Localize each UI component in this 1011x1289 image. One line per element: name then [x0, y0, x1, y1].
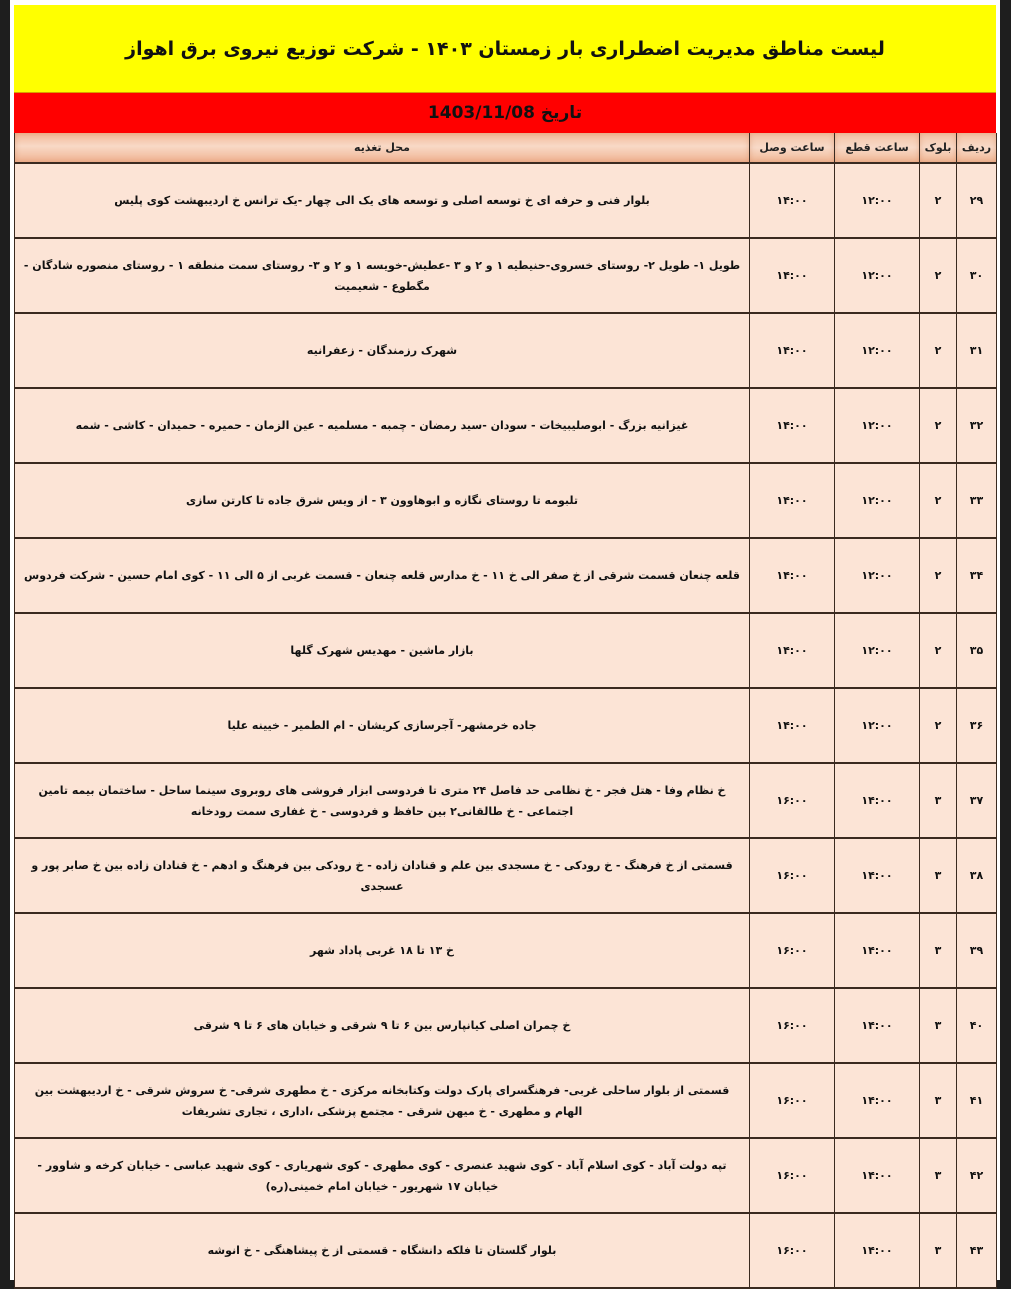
table-row — [15, 163, 997, 238]
block-cell: ۳ — [920, 988, 957, 1063]
table-row — [15, 763, 997, 838]
block-cell: ۳ — [920, 838, 957, 913]
header-connect-time: ساعت وصل — [750, 133, 835, 163]
cut-time-cell: ۱۲:۰۰ — [835, 538, 920, 613]
table-row — [15, 463, 997, 538]
outage-schedule-sheet — [14, 5, 996, 1289]
feed-location-cell: خ چمران اصلی کیانپارس بین ۶ تا ۹ شرقی و خیابان های ۶ تا ۹ شرقی — [15, 988, 750, 1063]
row-no-cell: ۳۵ — [957, 613, 997, 688]
table-row — [15, 238, 997, 313]
table-row — [15, 1138, 997, 1213]
table-row — [15, 988, 997, 1063]
block-cell: ۳ — [920, 1138, 957, 1213]
cut-time-cell: ۱۴:۰۰ — [835, 988, 920, 1063]
row-no-cell: ۴۱ — [957, 1063, 997, 1138]
row-no-cell: ۳۱ — [957, 313, 997, 388]
row-no-cell: ۳۳ — [957, 463, 997, 538]
connect-time-cell: ۱۴:۰۰ — [750, 613, 835, 688]
cut-time-cell: ۱۲:۰۰ — [835, 238, 920, 313]
row-no-cell: ۴۰ — [957, 988, 997, 1063]
document-page — [10, 0, 1000, 1280]
feed-location-cell: غیزانیه بزرگ - ابوصلیبیخات - سودان -سید رمضان - چمبه - مسلمیه - عین الزمان - حمیره - حمیدان - کاشی - شمه — [15, 388, 750, 463]
connect-time-cell: ۱۴:۰۰ — [750, 688, 835, 763]
cut-time-cell: ۱۴:۰۰ — [835, 1213, 920, 1288]
feed-location-cell: تلبومه تا روستای نگازه و ابوهاوون ۳ - از ویس شرق جاده تا کارتن سازی — [15, 463, 750, 538]
outage-table — [14, 133, 997, 1289]
header-block: بلوک — [920, 133, 957, 163]
cut-time-cell: ۱۲:۰۰ — [835, 613, 920, 688]
feed-location-cell: خ نظام وفا - هتل فجر - خ نظامی حد فاصل ۲۴ متری تا فردوسی ابزار فروشی های روبروی سینما ساحل - ساختمان بیمه تامین اجتماعی - خ طالقانی۲ بین حافظ و فردوسی - خ غفاری سمت رودخانه — [15, 763, 750, 838]
feed-location-cell: قسمتی از بلوار ساحلی غربی- فرهنگسرای پارک دولت وکتابخانه مرکزی - خ مطهری شرقی- خ سروش شرقی - خ اردیبهشت بین الهام و مطهری - خ میهن شرقی - مجتمع پزشکی ،اداری ، تجاری تشریفات — [15, 1063, 750, 1138]
connect-time-cell: ۱۴:۰۰ — [750, 238, 835, 313]
feed-location-cell: تپه دولت آباد - کوی اسلام آباد - کوی شهید عنصری - کوی مطهری - کوی شهریاری - کوی شهید عباسی - خیابان کرخه و شاوور - خیابان ۱۷ شهریور - خیابان امام خمینی(ره) — [15, 1138, 750, 1213]
block-cell: ۲ — [920, 163, 957, 238]
table-row — [15, 1063, 997, 1138]
table-row — [15, 913, 997, 988]
block-cell: ۲ — [920, 688, 957, 763]
cut-time-cell: ۱۲:۰۰ — [835, 313, 920, 388]
connect-time-cell: ۱۶:۰۰ — [750, 1138, 835, 1213]
feed-location-cell: خ ۱۳ تا ۱۸ غربی پاداد شهر — [15, 913, 750, 988]
date-banner — [14, 93, 996, 133]
row-no-cell: ۴۲ — [957, 1138, 997, 1213]
table-row — [15, 838, 997, 913]
row-no-cell: ۳۲ — [957, 388, 997, 463]
connect-time-cell: ۱۶:۰۰ — [750, 913, 835, 988]
cut-time-cell: ۱۴:۰۰ — [835, 838, 920, 913]
block-cell: ۳ — [920, 1063, 957, 1138]
block-cell: ۲ — [920, 538, 957, 613]
block-cell: ۲ — [920, 388, 957, 463]
row-no-cell: ۳۷ — [957, 763, 997, 838]
table-row — [15, 388, 997, 463]
table-row — [15, 538, 997, 613]
connect-time-cell: ۱۴:۰۰ — [750, 163, 835, 238]
row-no-cell: ۳۴ — [957, 538, 997, 613]
document-title: لیست مناطق مدیریت اضطراری بار زمستان ۱۴۰۳ - شرکت توزیع نیروی برق اهواز — [125, 37, 885, 60]
cut-time-cell: ۱۴:۰۰ — [835, 913, 920, 988]
block-cell: ۲ — [920, 613, 957, 688]
feed-location-cell: بلوار فنی و حرفه ای خ توسعه اصلی و توسعه های یک الی چهار -یک ترانس خ اردیبهشت کوی پلیس — [15, 163, 750, 238]
feed-location-cell: قلعه چنعان قسمت شرقی از خ صفر الی خ ۱۱ - خ مدارس قلعه چنعان - قسمت غربی از ۵ الی ۱۱ - کوی امام حسین - شرکت فردوس — [15, 538, 750, 613]
cut-time-cell: ۱۴:۰۰ — [835, 763, 920, 838]
table-row — [15, 313, 997, 388]
connect-time-cell: ۱۴:۰۰ — [750, 463, 835, 538]
connect-time-cell: ۱۶:۰۰ — [750, 988, 835, 1063]
block-cell: ۳ — [920, 913, 957, 988]
table-row — [15, 1213, 997, 1288]
title-banner — [14, 5, 996, 93]
cut-time-cell: ۱۲:۰۰ — [835, 388, 920, 463]
header-feed-location: محل تغذیه — [15, 133, 750, 163]
feed-location-cell: طویل ۱- طویل ۲- روستای خسروی-حنیطیه ۱ و ۲ و ۳ -عطیش-خویسه ۱ و ۲ و ۳- روستای سمت منطقه ۱ - روستای منصوره شادگان - مگطوع - شعیمیت — [15, 238, 750, 313]
cut-time-cell: ۱۲:۰۰ — [835, 163, 920, 238]
connect-time-cell: ۱۶:۰۰ — [750, 1063, 835, 1138]
block-cell: ۲ — [920, 238, 957, 313]
cut-time-cell: ۱۴:۰۰ — [835, 1063, 920, 1138]
cut-time-cell: ۱۲:۰۰ — [835, 688, 920, 763]
feed-location-cell: بازار ماشین - مهدیس شهرک گلها — [15, 613, 750, 688]
feed-location-cell: بلوار گلستان تا فلکه دانشگاه - قسمتی از خ پیشاهنگی - خ انوشه — [15, 1213, 750, 1288]
row-no-cell: ۳۹ — [957, 913, 997, 988]
feed-location-cell: شهرک رزمندگان - زعفرانیه — [15, 313, 750, 388]
row-no-cell: ۳۰ — [957, 238, 997, 313]
cut-time-cell: ۱۴:۰۰ — [835, 1138, 920, 1213]
row-no-cell: ۳۸ — [957, 838, 997, 913]
connect-time-cell: ۱۶:۰۰ — [750, 838, 835, 913]
block-cell: ۲ — [920, 463, 957, 538]
row-no-cell: ۴۳ — [957, 1213, 997, 1288]
row-no-cell: ۲۹ — [957, 163, 997, 238]
connect-time-cell: ۱۴:۰۰ — [750, 538, 835, 613]
date-label: تاریخ 1403/11/08 — [427, 103, 583, 123]
connect-time-cell: ۱۶:۰۰ — [750, 763, 835, 838]
block-cell: ۳ — [920, 763, 957, 838]
feed-location-cell: قسمتی از خ فرهنگ - خ رودکی - خ مسجدی بین علم و قنادان زاده - خ رودکی بین فرهنگ و ادهم - خ قنادان زاده بین خ صابر پور و عسجدی — [15, 838, 750, 913]
table-header-row — [15, 133, 997, 163]
block-cell: ۳ — [920, 1213, 957, 1288]
header-cut-time: ساعت قطع — [835, 133, 920, 163]
table-row — [15, 688, 997, 763]
cut-time-cell: ۱۲:۰۰ — [835, 463, 920, 538]
row-no-cell: ۳۶ — [957, 688, 997, 763]
connect-time-cell: ۱۴:۰۰ — [750, 388, 835, 463]
table-row — [15, 613, 997, 688]
connect-time-cell: ۱۴:۰۰ — [750, 313, 835, 388]
block-cell: ۲ — [920, 313, 957, 388]
connect-time-cell: ۱۶:۰۰ — [750, 1213, 835, 1288]
header-row-no: ردیف — [957, 133, 997, 163]
feed-location-cell: جاده خرمشهر- آجرسازی کریشان - ام الطمیر - خیینه علیا — [15, 688, 750, 763]
